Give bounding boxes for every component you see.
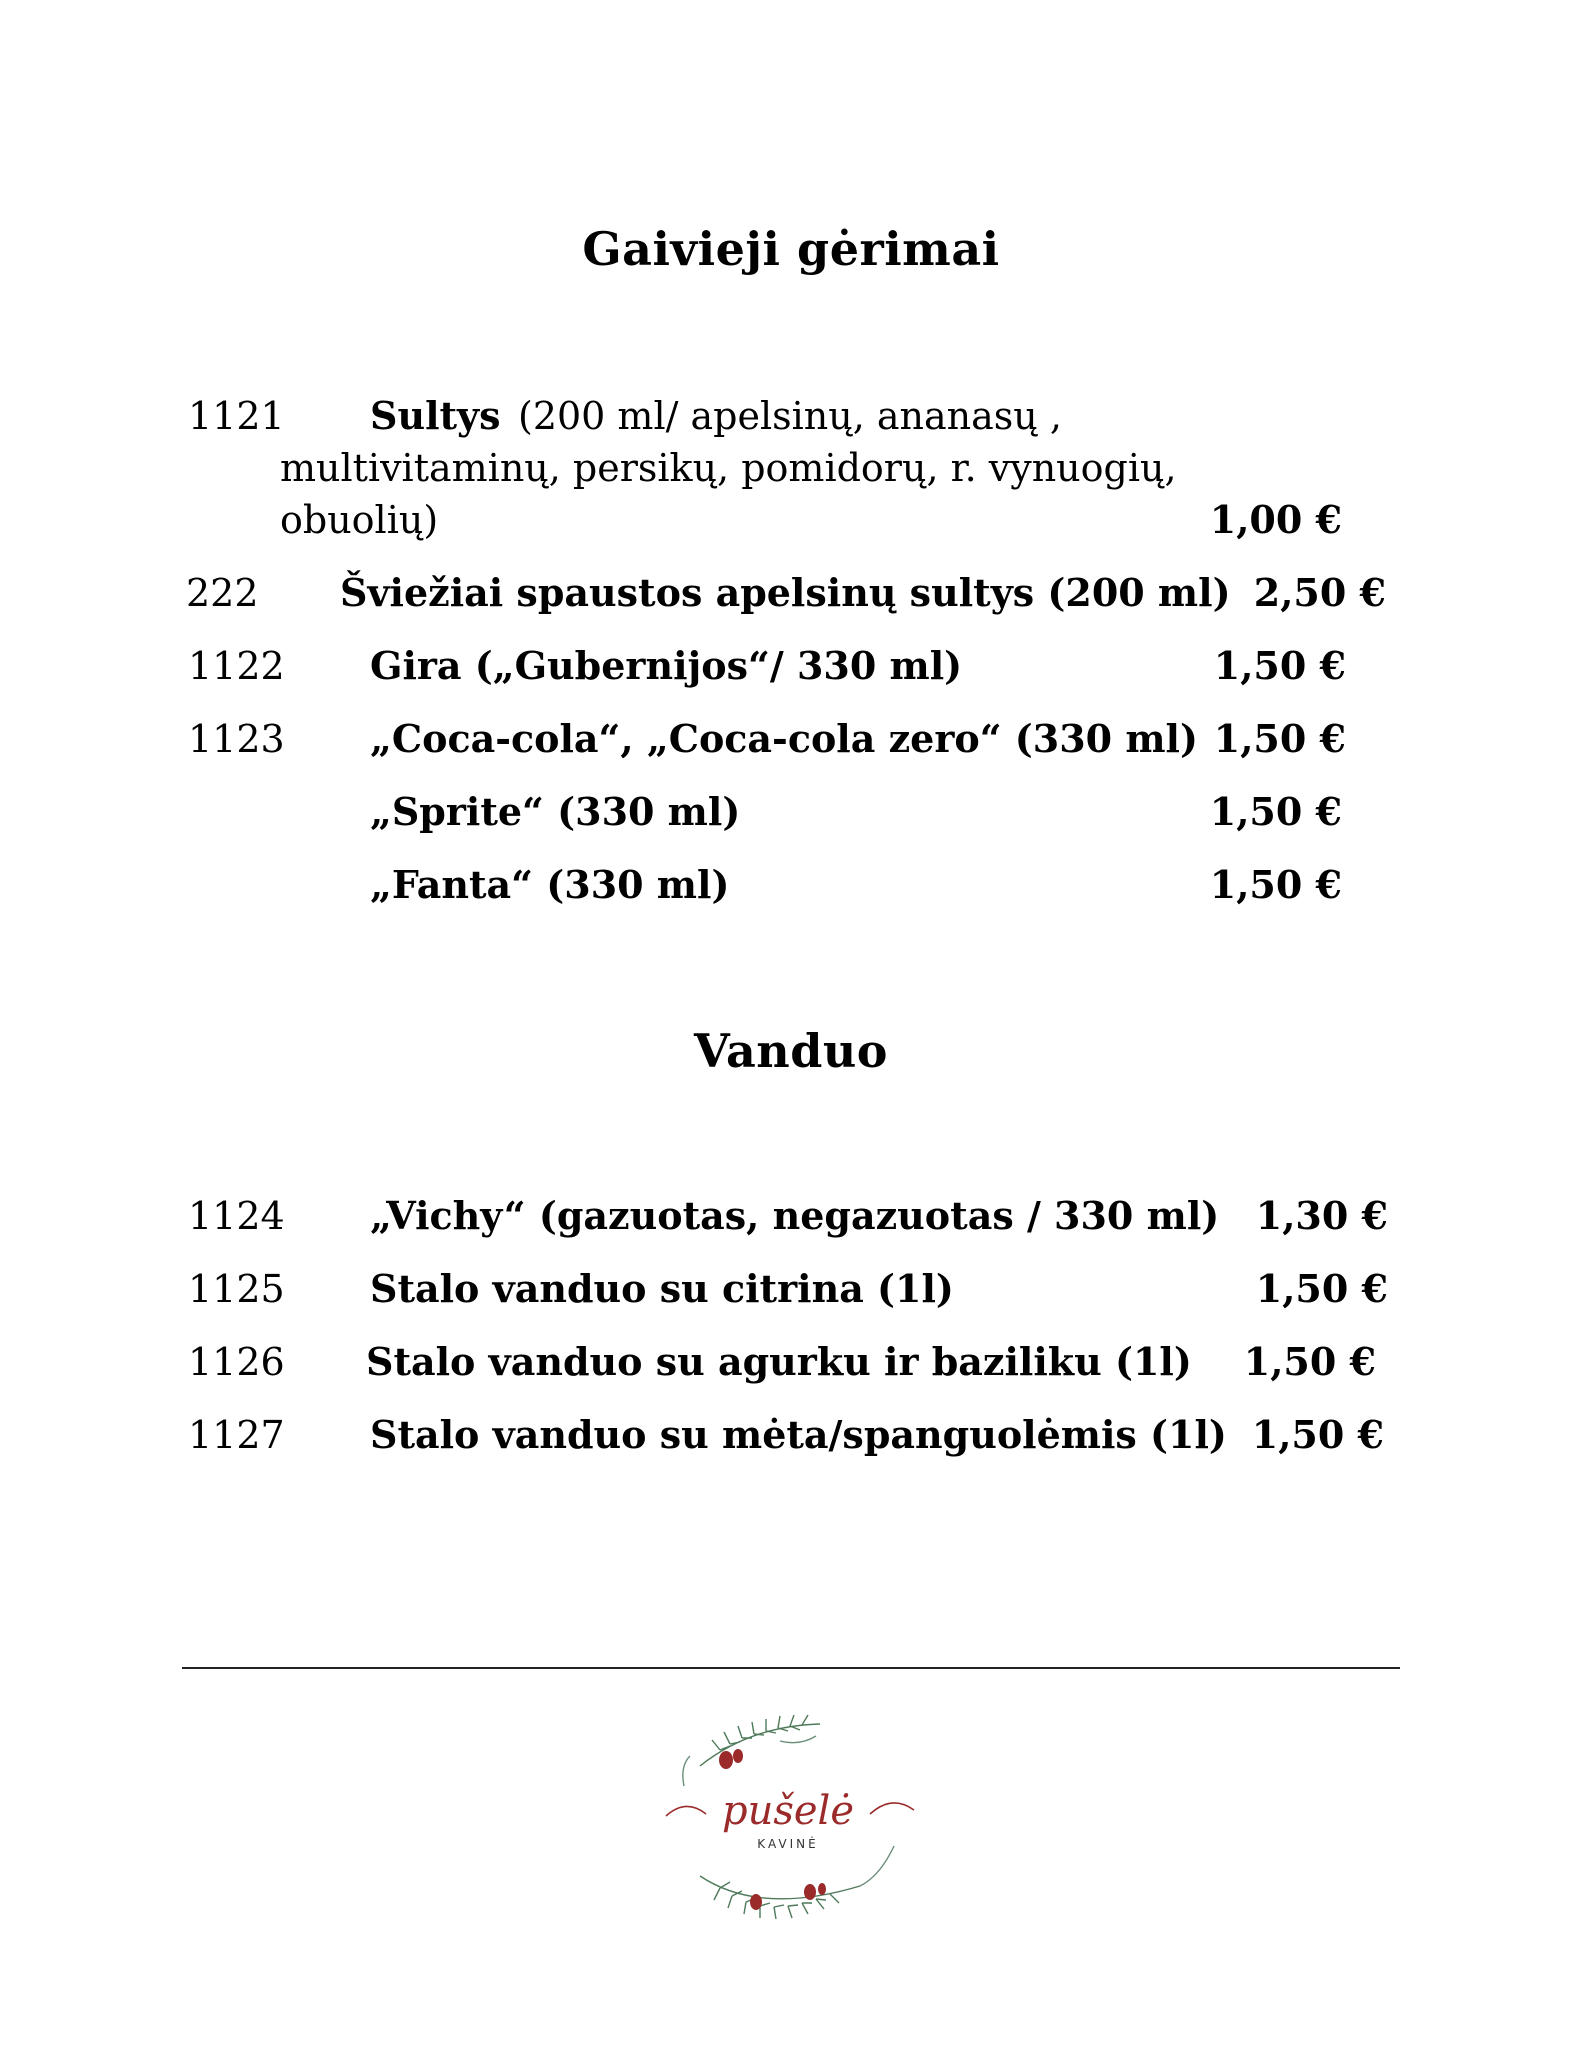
footer-divider <box>182 1667 1400 1669</box>
menu-item <box>0 786 1582 846</box>
menu-item <box>0 1336 1582 1396</box>
item-code: 1122 <box>188 644 285 688</box>
item-price: 1,50 € <box>1209 862 1342 907</box>
item-price: 1,50 € <box>1243 1339 1376 1384</box>
pine-wreath-icon <box>660 1706 920 1936</box>
item-name: Gira („Gubernijos“/ 330 ml) <box>370 643 963 688</box>
item-code: 1121 <box>188 394 285 438</box>
menu-item <box>0 640 1582 700</box>
logo-script: pušelė <box>721 1788 855 1834</box>
item-price: 2,50 € <box>1253 570 1386 615</box>
cafe-logo <box>660 1706 920 1936</box>
menu-item <box>0 567 1582 627</box>
menu-item <box>0 713 1582 773</box>
item-name: „Sprite“ (330 ml) <box>370 789 741 834</box>
item-code: 1125 <box>188 1267 285 1311</box>
section-title-soft-drinks: Gaivieji gėrimai <box>582 222 1000 276</box>
item-name: Stalo vanduo su citrina (1l) <box>370 1266 954 1311</box>
item-detail-line2: multivitaminų, persikų, pomidorų, r. vynuogių, <box>280 446 1177 490</box>
item-price: 1,50 € <box>1255 1266 1388 1311</box>
item-name: „Vichy“ (gazuotas, negazuotas / 330 ml) <box>370 1193 1220 1238</box>
item-price: 1,00 € <box>1209 497 1342 542</box>
item-detail-line3: obuolių) <box>280 498 439 542</box>
item-name: Stalo vanduo su agurku ir baziliku (1l) <box>366 1339 1192 1384</box>
item-price: 1,30 € <box>1255 1193 1388 1238</box>
item-price: 1,50 € <box>1213 643 1346 688</box>
item-code: 1127 <box>188 1413 285 1457</box>
item-name: Šviežiai spaustos apelsinų sultys (200 ml) <box>340 570 1231 615</box>
menu-item <box>0 1190 1582 1250</box>
section-title-water: Vanduo <box>693 1024 888 1078</box>
item-price: 1,50 € <box>1213 716 1346 761</box>
item-code: 1124 <box>188 1194 285 1238</box>
item-code: 222 <box>186 571 259 615</box>
item-name: Sultys <box>370 393 501 438</box>
item-price: 1,50 € <box>1251 1412 1384 1457</box>
menu-item <box>0 1263 1582 1323</box>
item-price: 1,50 € <box>1209 789 1342 834</box>
menu-item <box>0 1409 1582 1469</box>
item-name: „Coca-cola“, „Coca-cola zero“ (330 ml) <box>370 716 1198 761</box>
logo-caption: KAVINĖ <box>757 1837 819 1851</box>
item-code: 1123 <box>188 717 285 761</box>
item-code: 1126 <box>188 1340 285 1384</box>
menu-item <box>0 859 1582 919</box>
item-detail: (200 ml/ apelsinų, ananasų , <box>518 394 1062 438</box>
item-name: Stalo vanduo su mėta/spanguolėmis (1l) <box>370 1412 1227 1457</box>
item-name: „Fanta“ (330 ml) <box>370 862 730 907</box>
